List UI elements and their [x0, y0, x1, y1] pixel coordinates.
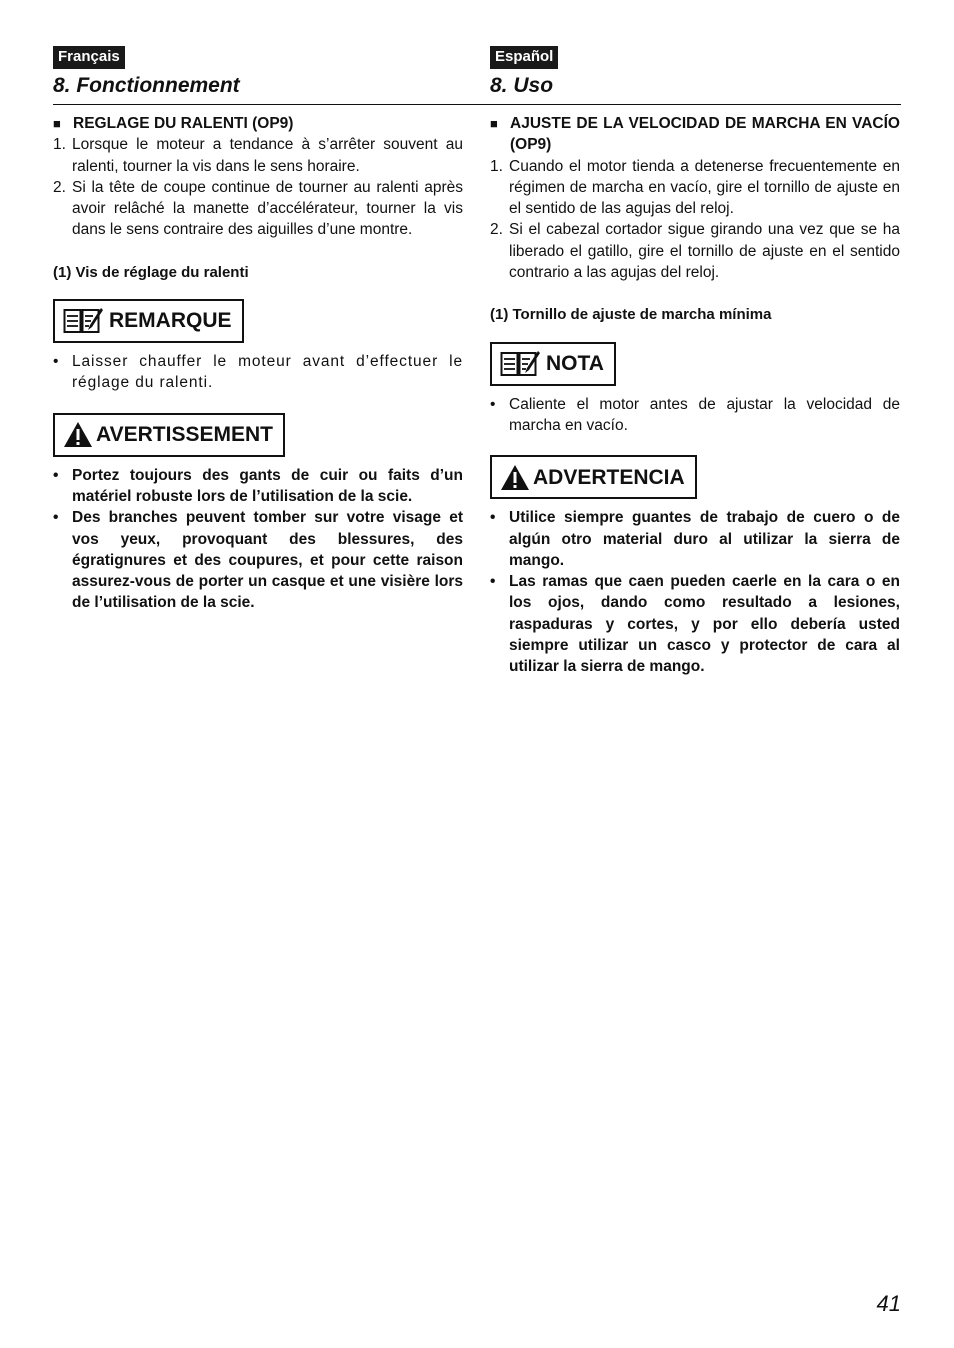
figure-caption: (1) Tornillo de ajuste de marcha mínima [490, 306, 772, 324]
list-item: 2. Si la tête de coupe continue de tourner au ralenti après avoir relâché la manette d’accélérateur, tourner la vis dans le sens contraire des aiguilles d’une montre. [53, 178, 463, 239]
list-item: • Portez toujours des gants de cuir ou faits d’un matériel robuste lors de l’utilisation de la scie. [53, 466, 463, 505]
language-tag: Français [53, 46, 125, 69]
steps-list [53, 134, 463, 240]
section-title: 8. Fonctionnement [53, 74, 240, 97]
french-column [53, 46, 463, 614]
warning-list [53, 465, 463, 614]
list-item: • Des branches peuvent tomber sur votre visage et vos yeux, provoquant des blessures, des égratignures et des coupures, et pour cette raison assurez-vous de porter un casque et une visière lors de l’utilisation de la scie. [53, 509, 463, 612]
open-book-note-icon [500, 350, 540, 378]
warning-triangle-icon [63, 421, 93, 448]
warning-box [490, 455, 697, 499]
note-list [490, 394, 900, 437]
list-item: 1. Lorsque le moteur a tendance à s’arrêter souvent au ralenti, tourner la vis dans le sens horaire. [53, 136, 463, 175]
spanish-column [490, 46, 900, 678]
open-book-note-icon [63, 307, 103, 335]
note-label: NOTA [546, 352, 604, 376]
list-item: • Laisser chauffer le moteur avant d’effectuer le réglage du ralenti. [53, 353, 463, 392]
list-item: 1. Cuando el motor tienda a detenerse frecuentemente en régimen de marcha en vacío, gire el tornillo de ajuste en el sentido de las agujas del reloj. [490, 157, 900, 218]
square-bullet-icon: ■ [53, 116, 61, 131]
warning-label: AVERTISSEMENT [96, 423, 273, 447]
warning-label: ADVERTENCIA [533, 465, 685, 489]
warning-list [490, 507, 900, 677]
warning-triangle-icon [500, 464, 530, 491]
note-box [53, 299, 244, 343]
procedure-heading: ■ AJUSTE DE LA VELOCIDAD DE MARCHA EN VACÍO (OP9) [490, 113, 900, 156]
figure-caption: (1) Vis de réglage du ralenti [53, 263, 249, 281]
page-number: 41 [876, 1291, 901, 1316]
section-title: 8. Uso [490, 74, 554, 97]
note-list [53, 351, 463, 394]
steps-list [490, 156, 900, 284]
procedure-heading: ■ REGLAGE DU RALENTI (OP9) [53, 113, 463, 134]
note-label: REMARQUE [109, 309, 232, 333]
note-box [490, 342, 616, 386]
square-bullet-icon: ■ [490, 116, 498, 131]
list-item: • Las ramas que caen pueden caerle en la cara o en los ojos, dando como resultado a lesiones, raspaduras y cortes, y por ello debería usted siempre utilizar un casco y protector de cara al utilizar la sierra de mango. [490, 573, 900, 676]
list-item: • Caliente el motor antes de ajustar la velocidad de marcha en vacío. [490, 395, 900, 434]
list-item: • Utilice siempre guantes de trabajo de cuero o de algún otro material duro al utilizar la sierra de mango. [490, 509, 900, 569]
list-item: 2. Si el cabezal cortador sigue girando una vez que se ha liberado el gatillo, gire el tornillo de ajuste en el sentido contrario a las agujas del reloj. [490, 221, 900, 282]
warning-box [53, 413, 285, 457]
language-tag: Español [490, 46, 558, 69]
